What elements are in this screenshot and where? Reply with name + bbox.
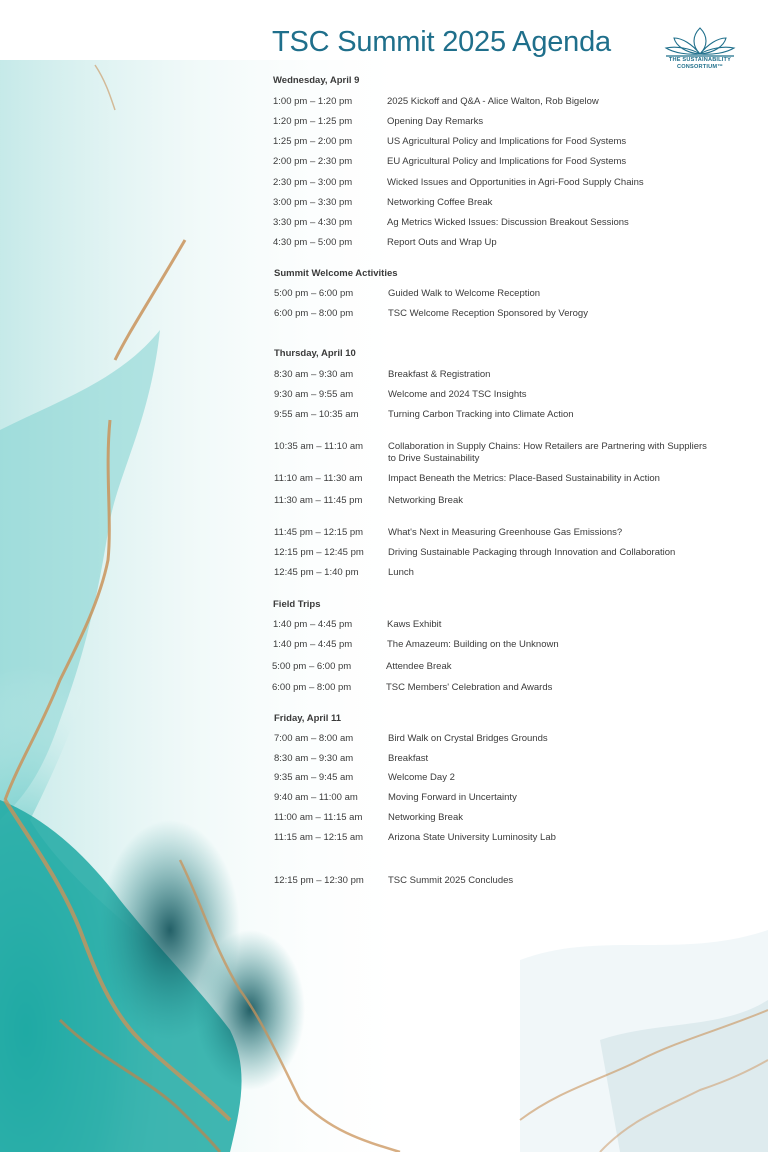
agenda-time: 1:25 pm – 2:00 pm [273, 136, 353, 147]
agenda-time: 9:55 am – 10:35 am [274, 409, 359, 420]
agenda-time: 1:00 pm – 1:20 pm [273, 96, 353, 107]
agenda-event: EU Agricultural Policy and Implications for Food Systems [387, 156, 627, 167]
agenda-event: TSC Welcome Reception Sponsored by Verogy [388, 308, 588, 319]
agenda-event: Arizona State University Luminosity Lab [388, 832, 556, 843]
agenda-time: 10:35 am – 11:10 am [274, 441, 364, 452]
agenda-event: Turning Carbon Tracking into Climate Action [388, 409, 574, 420]
agenda-event: Welcome Day 2 [388, 772, 455, 783]
logo-line-2: CONSORTIUM™ [676, 64, 724, 70]
agenda-time: 11:10 am – 11:30 am [274, 473, 363, 484]
agenda-event: Welcome and 2024 TSC Insights [388, 389, 527, 400]
agenda-event: Wicked Issues and Opportunities in Agri-Food Supply Chains [387, 177, 644, 188]
section-heading-welcome-activities: Summit Welcome Activities [274, 268, 398, 279]
agenda-event: Attendee Break [386, 661, 452, 672]
agenda-event: Ag Metrics Wicked Issues: Discussion Breakout Sessions [387, 217, 629, 228]
agenda-event: The Amazeum: Building on the Unknown [387, 639, 559, 650]
agenda-time: 3:30 pm – 4:30 pm [273, 217, 353, 228]
agenda-time: 9:40 am – 11:00 am [274, 792, 358, 803]
agenda-event: Bird Walk on Crystal Bridges Grounds [388, 733, 548, 744]
agenda-time: 3:00 pm – 3:30 pm [273, 197, 353, 208]
agenda-time: 1:20 pm – 1:25 pm [273, 116, 353, 127]
section-heading-wednesday: Wednesday, April 9 [273, 75, 360, 86]
agenda-event: TSC Members' Celebration and Awards [386, 682, 553, 693]
agenda-time: 11:45 pm – 12:15 pm [274, 527, 364, 538]
tsc-logo [664, 26, 736, 78]
agenda-event: Kaws Exhibit [387, 619, 442, 630]
page-title: TSC Summit 2025 Agenda [272, 26, 611, 58]
agenda-time: 8:30 am – 9:30 am [274, 369, 354, 380]
agenda-event: Report Outs and Wrap Up [387, 237, 497, 248]
agenda-event: What's Next in Measuring Greenhouse Gas Emissions? [388, 527, 623, 538]
agenda-time: 7:00 am – 8:00 am [274, 733, 354, 744]
logo-line-1: THE SUSTAINABILITY [668, 57, 732, 63]
agenda-event: Lunch [388, 567, 414, 578]
section-heading-field-trips: Field Trips [273, 599, 321, 610]
agenda-event: Networking Break [388, 812, 463, 823]
agenda-time: 6:00 pm – 8:00 pm [274, 308, 354, 319]
agenda-event: Guided Walk to Welcome Reception [388, 288, 541, 299]
agenda-time: 8:30 am – 9:30 am [274, 753, 354, 764]
agenda-time: 11:30 am – 11:45 pm [274, 495, 363, 506]
lotus-logo-icon [664, 26, 736, 58]
agenda-time: 1:40 pm – 4:45 pm [273, 619, 353, 630]
agenda-event: Moving Forward in Uncertainty [388, 792, 517, 803]
agenda-time: 1:40 pm – 4:45 pm [273, 639, 353, 650]
agenda-time: 12:15 pm – 12:45 pm [274, 547, 364, 558]
agenda-time: 11:00 am – 11:15 am [274, 812, 363, 823]
agenda-event: Breakfast & Registration [388, 369, 491, 380]
agenda-event: Networking Coffee Break [387, 197, 493, 208]
agenda-time: 6:00 pm – 8:00 pm [272, 682, 352, 693]
agenda-time: 2:30 pm – 3:00 pm [273, 177, 353, 188]
agenda-event: Driving Sustainable Packaging through Innovation and Collaboration [388, 547, 676, 558]
agenda-time: 11:15 am – 12:15 am [274, 832, 364, 843]
section-heading-friday: Friday, April 11 [274, 713, 342, 724]
agenda-time: 5:00 pm – 6:00 pm [274, 288, 354, 299]
agenda-event: Opening Day Remarks [387, 116, 484, 127]
agenda-event: Networking Break [388, 495, 463, 506]
agenda-time: 12:45 pm – 1:40 pm [274, 567, 359, 578]
agenda-time: 5:00 pm – 6:00 pm [272, 661, 352, 672]
agenda-time: 9:30 am – 9:55 am [274, 389, 354, 400]
agenda-time: 9:35 am – 9:45 am [274, 772, 354, 783]
agenda-event: US Agricultural Policy and Implications for Food Systems [387, 136, 627, 147]
logo-wordmark [664, 57, 736, 71]
agenda-event: Breakfast [388, 753, 429, 764]
agenda-time: 2:00 pm – 2:30 pm [273, 156, 353, 167]
section-heading-thursday: Thursday, April 10 [274, 348, 356, 359]
agenda-time: 4:30 pm – 5:00 pm [273, 237, 353, 248]
agenda-event: Impact Beneath the Metrics: Place-Based Sustainability in Action [388, 473, 660, 484]
agenda-event: TSC Summit 2025 Concludes [388, 875, 514, 886]
agenda-event: 2025 Kickoff and Q&A - Alice Walton, Rob Bigelow [387, 96, 599, 107]
agenda-event: Collaboration in Supply Chains: How Retailers are Partnering with Suppliers to Drive Sustainability [388, 441, 707, 464]
agenda-time: 12:15 pm – 12:30 pm [274, 875, 364, 886]
